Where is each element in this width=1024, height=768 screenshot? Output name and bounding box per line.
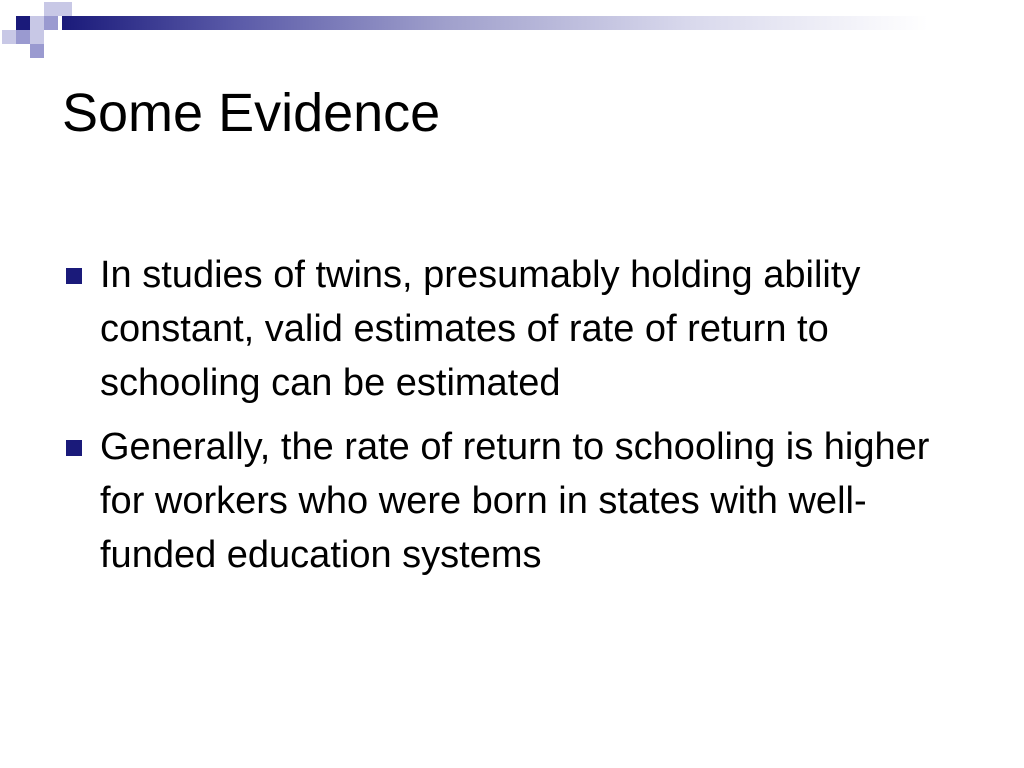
deco-square bbox=[16, 30, 30, 44]
bullet-item bbox=[62, 248, 982, 410]
bullet-list bbox=[62, 248, 982, 592]
deco-square bbox=[30, 44, 44, 58]
header-decoration bbox=[0, 0, 1024, 70]
deco-square bbox=[44, 16, 58, 30]
deco-square bbox=[58, 2, 72, 16]
bullet-item bbox=[62, 420, 982, 582]
deco-square bbox=[2, 30, 16, 44]
square-bullet-icon bbox=[66, 268, 82, 284]
deco-square bbox=[30, 30, 44, 44]
square-bullet-icon bbox=[66, 440, 82, 456]
deco-square bbox=[16, 16, 30, 30]
deco-square bbox=[30, 16, 44, 30]
bullet-text: Generally, the rate of return to schooling is higher for workers who were born in states with well-funded education systems bbox=[100, 426, 930, 576]
header-gradient-bar bbox=[62, 16, 1024, 30]
deco-square bbox=[44, 2, 58, 16]
slide-title: Some Evidence bbox=[62, 83, 441, 143]
bullet-text: In studies of twins, presumably holding ability constant, valid estimates of rate of return to schooling can be estimated bbox=[100, 254, 861, 404]
